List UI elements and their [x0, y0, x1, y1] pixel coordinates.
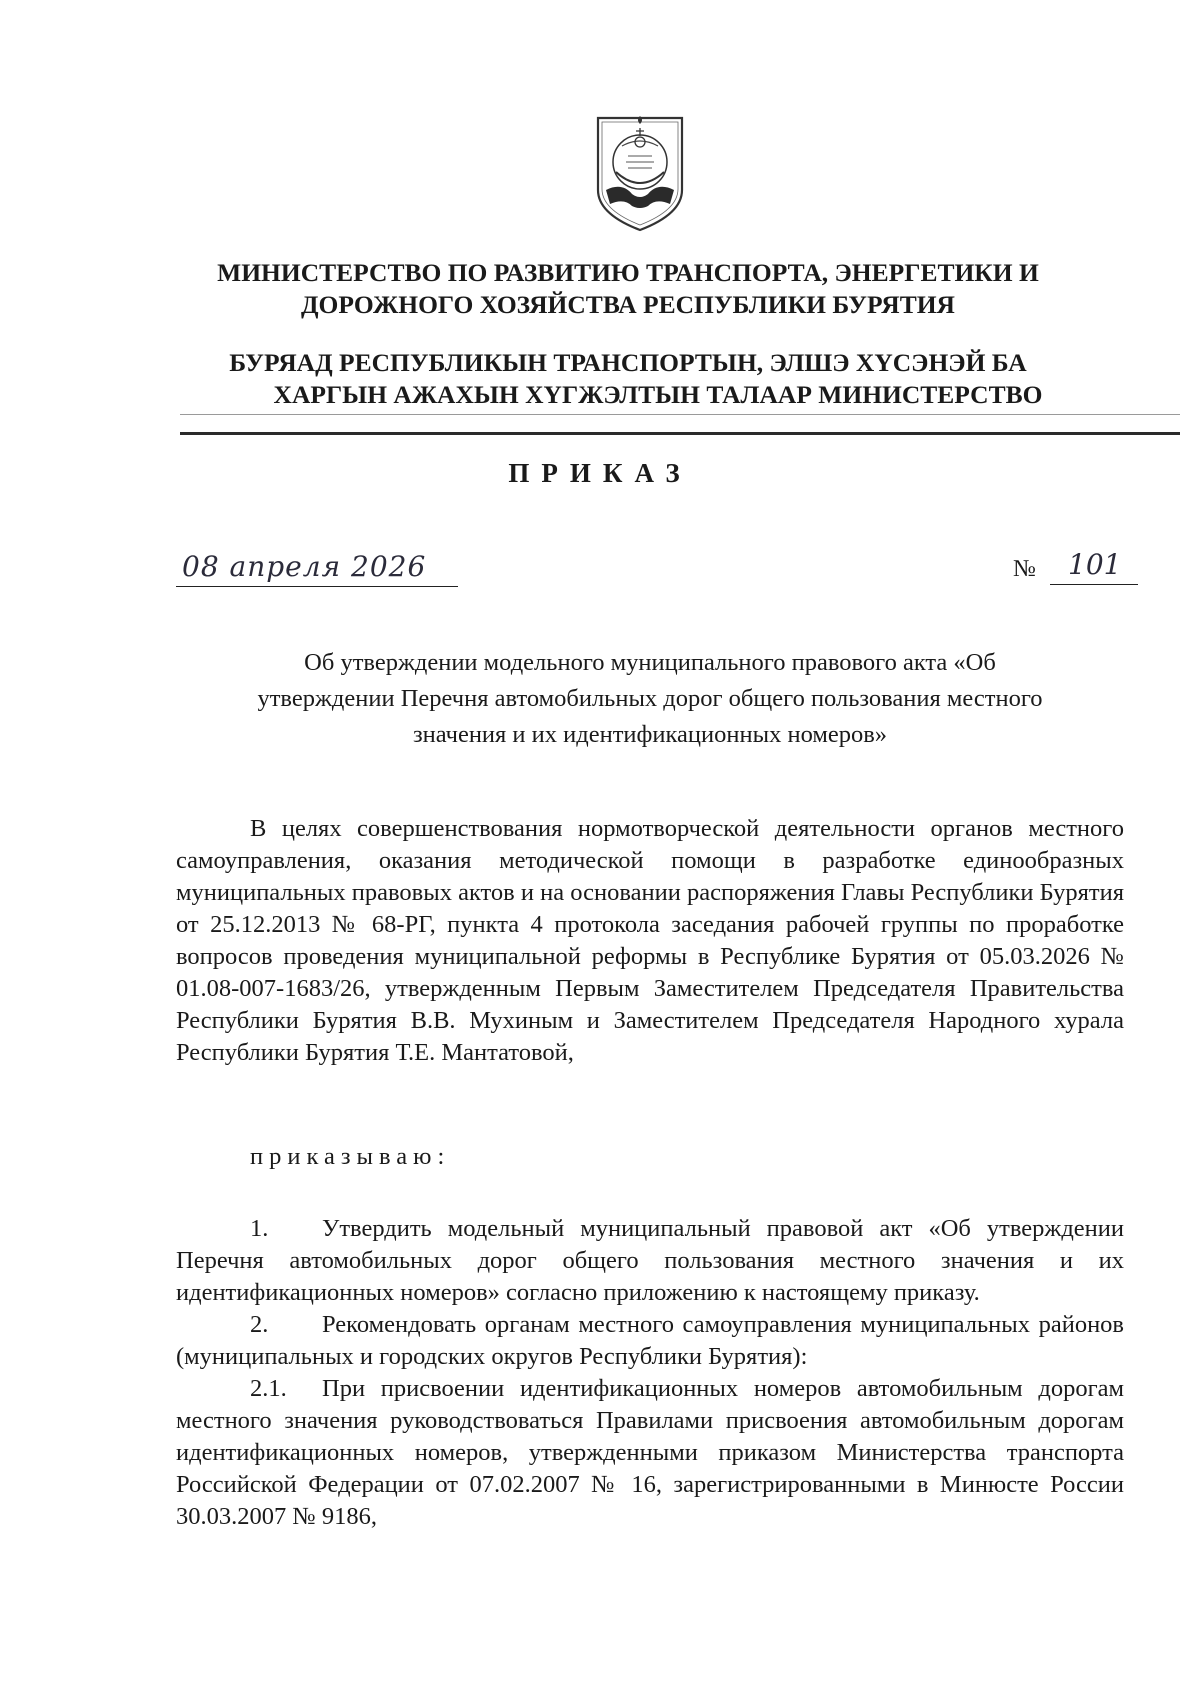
- ministry-name-ru: [160, 257, 1096, 321]
- order-item-number: 1.: [250, 1215, 269, 1242]
- header-divider-thin: [180, 414, 1180, 415]
- preamble-paragraph: [176, 813, 1124, 1069]
- ministry-bur-line2: ХАРГЫН АЖАХЫН ХҮГЖЭЛТЫН ТАЛААР МИНИСТЕРСТВО: [273, 380, 1043, 409]
- header-divider-thick: [180, 432, 1180, 435]
- ministry-bur-line1: БУРЯАД РЕСПУБЛИКЫН ТРАНСПОРТЫН, ЭЛШЭ ХҮСЭНЭЙ БА: [229, 348, 1027, 377]
- order-item: [176, 1373, 1124, 1533]
- coat-of-arms-icon: [592, 112, 688, 234]
- document-subject: [180, 645, 1120, 753]
- order-item-text: При присвоении идентификационных номеров автомобильным дорогам местного значения руководствоваться Правилами присвоения автомобильным дорогам идентификационных номеров, утвержденными приказом Министерства транспорта Российской Федерации от 07.02.2007 № 16, зарегистрированными в Минюсте России 30.03.2007 № 9186,: [176, 1375, 1124, 1530]
- number-label: №: [1013, 556, 1036, 582]
- order-item: [176, 1213, 1124, 1309]
- ministry-name-bur: [160, 347, 1096, 411]
- order-item-text: Рекомендовать органам местного самоуправления муниципальных районов (муниципальных и городских округов Республики Бурятия):: [176, 1311, 1124, 1370]
- document-type-title: ПРИКАЗ: [508, 458, 692, 488]
- subject-line3: значения и их идентификационных номеров»: [412, 721, 888, 748]
- ministry-ru-line1: МИНИСТЕРСТВО ПО РАЗВИТИЮ ТРАНСПОРТА, ЭНЕРГЕТИКИ И: [217, 258, 1039, 287]
- handwritten-number: 101: [1050, 546, 1138, 585]
- subject-line1: Об утверждении модельного муниципального правового акта «Об: [304, 649, 996, 676]
- order-item-text: Утвердить модельный муниципальный правовой акт «Об утверждении Перечня автомобильных дорог общего пользования местного значения и их идентификационных номеров» согласно приложению к настоящему приказу.: [176, 1215, 1124, 1306]
- order-items: [176, 1213, 1124, 1533]
- order-item-number: 2.: [250, 1311, 269, 1338]
- order-item: [176, 1309, 1124, 1373]
- ministry-ru-line2: ДОРОЖНОГО ХОЗЯЙСТВА РЕСПУБЛИКИ БУРЯТИЯ: [301, 290, 955, 319]
- decree-word: приказываю:: [250, 1143, 451, 1170]
- subject-line2: утверждении Перечня автомобильных дорог общего пользования местного: [257, 685, 1043, 712]
- preamble-text: В целях совершенствования нормотворческой деятельности органов местного самоуправления, оказания методической помощи в разработке единообразных муниципальных правовых актов и на основании распоряжения Главы Республики Бурятия от 25.12.2013 № 68-РГ, пункта 4 протокола заседания рабочей группы по проработке вопросов проведения муниципальной реформы в Республике Бурятия от 05.03.2026 № 01.08-007-1683/26, утвержденным Первым Заместителем Председателя Правительства Республики Бурятия В.В. Мухиным и Заместителем Председателя Народного хурала Республики Бурятия Т.Е. Мантатовой,: [176, 815, 1124, 1066]
- handwritten-date: 08 апреля 2026: [176, 548, 458, 587]
- order-item-number: 2.1.: [250, 1375, 287, 1402]
